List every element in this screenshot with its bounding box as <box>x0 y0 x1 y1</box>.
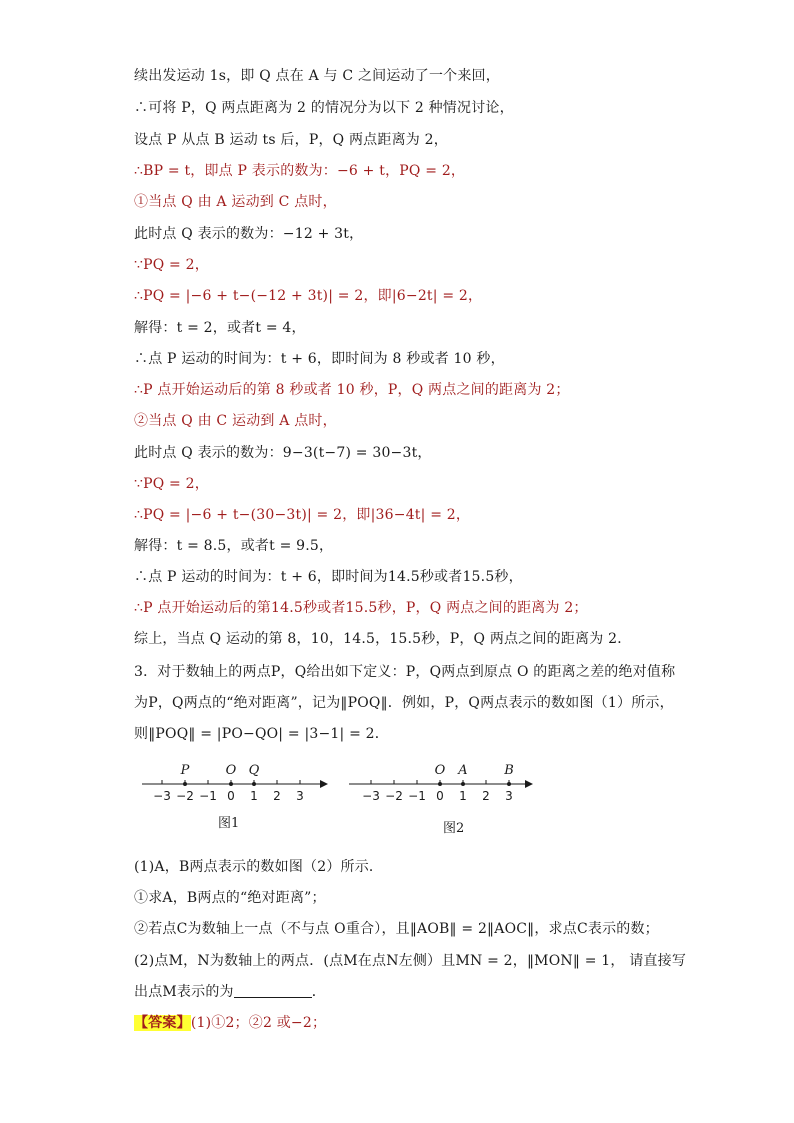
point-q-dot <box>252 782 256 786</box>
question-2-line-1: (2)点M，N为数轴上的两点．(点M在点N左侧）且MN = 2，‖MON‖ = 1， 请直接写 <box>134 953 687 969</box>
figure-2-caption: 图2 <box>443 821 465 836</box>
answer-tag: 【答案】 <box>134 1015 191 1031</box>
tick-label: −3 <box>153 789 171 803</box>
solution-line-15: ∴PQ = |−6 + t−(30−3t)| = 2，即|36−4t| = 2， <box>134 507 471 523</box>
answer-line <box>134 1013 326 1033</box>
question-1-part-b: ②若点C为数轴上一点（不与点 O重合），且‖AOB‖ = 2‖AOC‖，求点C表示的数； <box>134 921 659 937</box>
tick-label: 2 <box>273 789 281 803</box>
solution-line-4: ∴BP = t，即点 P 表示的数为：−6 + t，PQ = 2， <box>134 163 466 179</box>
tick-label: 0 <box>227 789 235 803</box>
point-o-label: O <box>434 763 446 778</box>
solution-line-5: ①当点 Q 由 A 运动到 C 点时， <box>134 194 337 210</box>
solution-line-11: ∴P 点开始运动后的第 8 秒或者 10 秒，P，Q 两点之间的距离为 2； <box>134 382 570 398</box>
figure-1-number-line <box>140 758 330 812</box>
problem-3-line-2: 为P，Q两点的“绝对距离”，记为‖POQ‖．例如，P，Q两点表示的数如图（1）所示， <box>134 695 674 711</box>
solution-line-1: 续出发运动 1s，即 Q 点在 A 与 C 之间运动了一个来回， <box>134 68 500 84</box>
solution-line-19: 综上，当点 Q 运动的第 8，10，14.5，15.5秒，P，Q 两点之间的距离为 2． <box>134 631 632 647</box>
answer-blank <box>234 983 312 998</box>
tick-label: −1 <box>199 789 217 803</box>
solution-line-3: 设点 P 从点 B 运动 ts 后，P，Q 两点距离为 2， <box>134 132 448 148</box>
tick-label: −2 <box>176 789 194 803</box>
point-a-label: A <box>458 763 468 778</box>
point-p-dot <box>183 782 187 786</box>
solution-line-14: ∵PQ = 2， <box>134 476 209 492</box>
solution-line-12: ②当点 Q 由 C 运动到 A 点时， <box>134 413 337 429</box>
tick-label: −2 <box>385 789 403 803</box>
point-a-dot <box>461 782 465 786</box>
tick-label: −1 <box>408 789 426 803</box>
solution-line-9: 解得：t = 2，或者t = 4， <box>134 320 306 336</box>
problem-3-line-3: 则‖POQ‖ = |PO−QO| = |3−1| = 2． <box>134 726 389 742</box>
point-b-label: B <box>504 763 514 778</box>
point-q-label: Q <box>248 763 260 778</box>
question-2-line-2 <box>134 982 326 1002</box>
solution-line-6: 此时点 Q 表示的数为：−12 + 3t， <box>134 226 364 242</box>
point-o-dot <box>438 782 442 786</box>
answer-text: (1)①2；②2 或−2； <box>190 1015 327 1031</box>
tick-label: 1 <box>459 789 467 803</box>
solution-line-8: ∴PQ = |−6 + t−(−12 + 3t)| = 2，即|6−2t| = 2， <box>134 288 483 304</box>
solution-line-2: ∴可将 P，Q 两点距离为 2 的情况分为以下 2 种情况讨论， <box>134 100 514 116</box>
problem-3-line-1: 3．对于数轴上的两点P，Q给出如下定义：P，Q两点到原点 O 的距离之差的绝对值称 <box>134 664 676 680</box>
question-2-end: ． <box>311 984 326 1000</box>
tick-label: 3 <box>296 789 304 803</box>
point-o-label: O <box>225 763 237 778</box>
figure-1-caption: 图1 <box>218 816 240 831</box>
point-p-label: P <box>180 763 190 778</box>
solution-line-10: ∴点 P 运动的时间为：t + 6，即时间为 8 秒或者 10 秒， <box>134 351 505 367</box>
question-1: (1)A，B两点表示的数如图（2）所示． <box>134 859 384 875</box>
solution-line-17: ∴点 P 运动的时间为：t + 6，即时间为14.5秒或者15.5秒， <box>134 569 523 585</box>
tick-label: 2 <box>482 789 490 803</box>
tick-label: 0 <box>436 789 444 803</box>
figure-2-number-line <box>347 758 537 812</box>
point-b-dot <box>507 782 511 786</box>
solution-line-13: 此时点 Q 表示的数为：9−3(t−7) = 30−3t， <box>134 445 432 461</box>
question-1-part-a: ①求A，B两点的“绝对距离”； <box>134 890 326 906</box>
tick-label: −3 <box>362 789 380 803</box>
tick-label: 1 <box>250 789 258 803</box>
point-o-dot <box>229 782 233 786</box>
tick-label: 3 <box>505 789 513 803</box>
solution-line-18: ∴P 点开始运动后的第14.5秒或者15.5秒，P，Q 两点之间的距离为 2； <box>134 600 588 616</box>
solution-line-16: 解得：t = 8.5，或者t = 9.5， <box>134 538 334 554</box>
question-2-text: 出点M表示的为 <box>134 984 234 1000</box>
solution-line-7: ∵PQ = 2， <box>134 257 209 273</box>
